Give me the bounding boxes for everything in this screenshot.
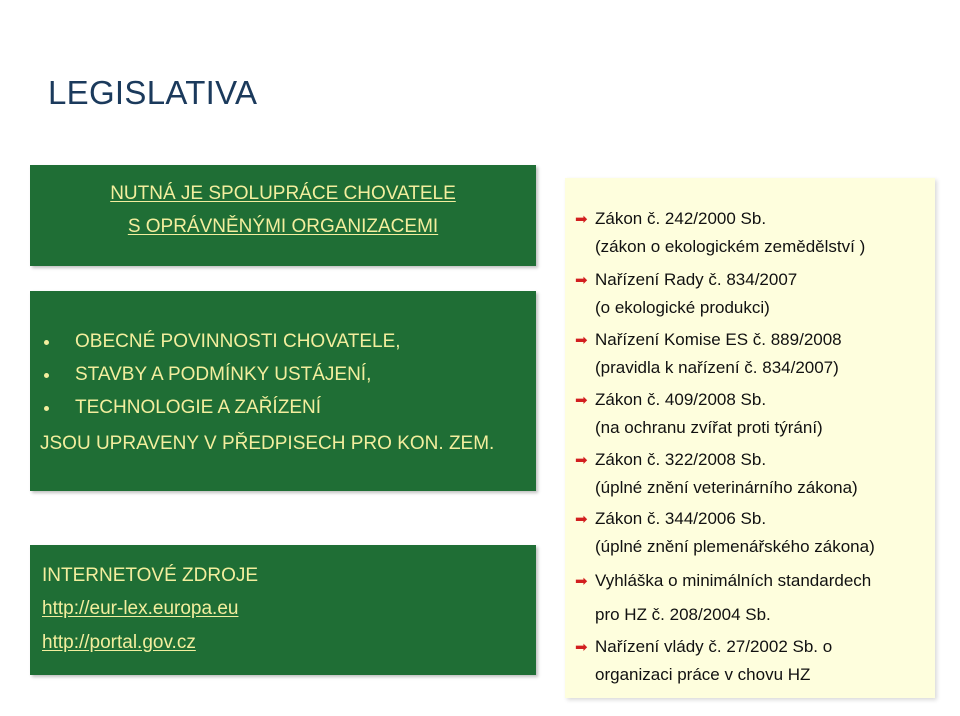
law-title: Zákon č. 344/2006 Sb. [595, 509, 767, 528]
bullet-item [44, 331, 401, 353]
law-item [575, 564, 871, 631]
obligations-tail: JSOU UPRAVENY V PŘEDPISECH PRO KON. ZEM. [40, 433, 495, 454]
law-description: (úplné znění veterinárního zákona) [595, 478, 858, 497]
bullet-dot-icon [44, 406, 49, 411]
slide-title: LEGISLATIVA [48, 74, 258, 111]
internet-sources-heading: INTERNETOVÉ ZDROJE [42, 565, 259, 586]
law-title: Nařízení vlády č. 27/2002 Sb. o [595, 637, 833, 656]
law-item [575, 326, 842, 381]
law-description: (pravidla k nařízení č. 834/2007) [595, 358, 839, 377]
law-description: (o ekologické produkci) [595, 298, 770, 317]
law-item [575, 633, 832, 688]
law-item [575, 386, 823, 441]
right-arrow-icon: ➡ [575, 452, 588, 469]
law-item [575, 446, 858, 501]
bullet-dot-icon [44, 340, 49, 345]
law-title: Zákon č. 242/2000 Sb. [595, 209, 767, 228]
cooperation-line-2: S OPRÁVNĚNÝMI ORGANIZACEMI [127, 216, 439, 237]
law-title: Zákon č. 322/2008 Sb. [595, 450, 767, 469]
right-arrow-icon: ➡ [575, 511, 588, 528]
right-arrow-icon: ➡ [575, 573, 588, 590]
right-arrow-icon: ➡ [575, 272, 588, 289]
law-description: (úplné znění plemenářského zákona) [595, 537, 875, 556]
legislation-list-panel [565, 178, 935, 698]
obligations-box [30, 291, 536, 491]
bullet-item [44, 364, 371, 386]
bullet-text: STAVBY A PODMÍNKY USTÁJENÍ, [75, 364, 372, 385]
law-item [575, 505, 875, 560]
bullet-text: OBECNÉ POVINNOSTI CHOVATELE, [75, 331, 401, 352]
law-description: organizaci práce v chovu HZ [595, 665, 811, 684]
law-description: (na ochranu zvířat proti týrání) [595, 418, 823, 437]
bullet-item [44, 397, 321, 419]
law-description: (zákon o ekologickém zemědělství ) [595, 237, 866, 256]
right-arrow-icon: ➡ [575, 639, 588, 656]
link-portal-gov[interactable]: http://portal.gov.cz [42, 632, 196, 653]
law-description: pro HZ č. 208/2004 Sb. [595, 605, 771, 624]
law-title: Nařízení Rady č. 834/2007 [595, 270, 798, 289]
law-title: Vyhláška o minimálních standardech [595, 571, 872, 590]
law-title: Nařízení Komise ES č. 889/2008 [595, 330, 842, 349]
cooperation-line-1: NUTNÁ JE SPOLUPRÁCE CHOVATELE [110, 183, 456, 204]
law-item [575, 205, 865, 260]
right-arrow-icon: ➡ [575, 211, 588, 228]
bullet-dot-icon [44, 373, 49, 378]
link-eur-lex[interactable]: http://eur-lex.europa.eu [42, 598, 239, 619]
right-arrow-icon: ➡ [575, 392, 588, 409]
right-arrow-icon: ➡ [575, 332, 588, 349]
law-item [575, 266, 797, 321]
law-title: Zákon č. 409/2008 Sb. [595, 390, 767, 409]
internet-sources-box [30, 545, 536, 675]
bullet-text: TECHNOLOGIE A ZAŘÍZENÍ [75, 397, 321, 418]
cooperation-box [30, 165, 536, 266]
